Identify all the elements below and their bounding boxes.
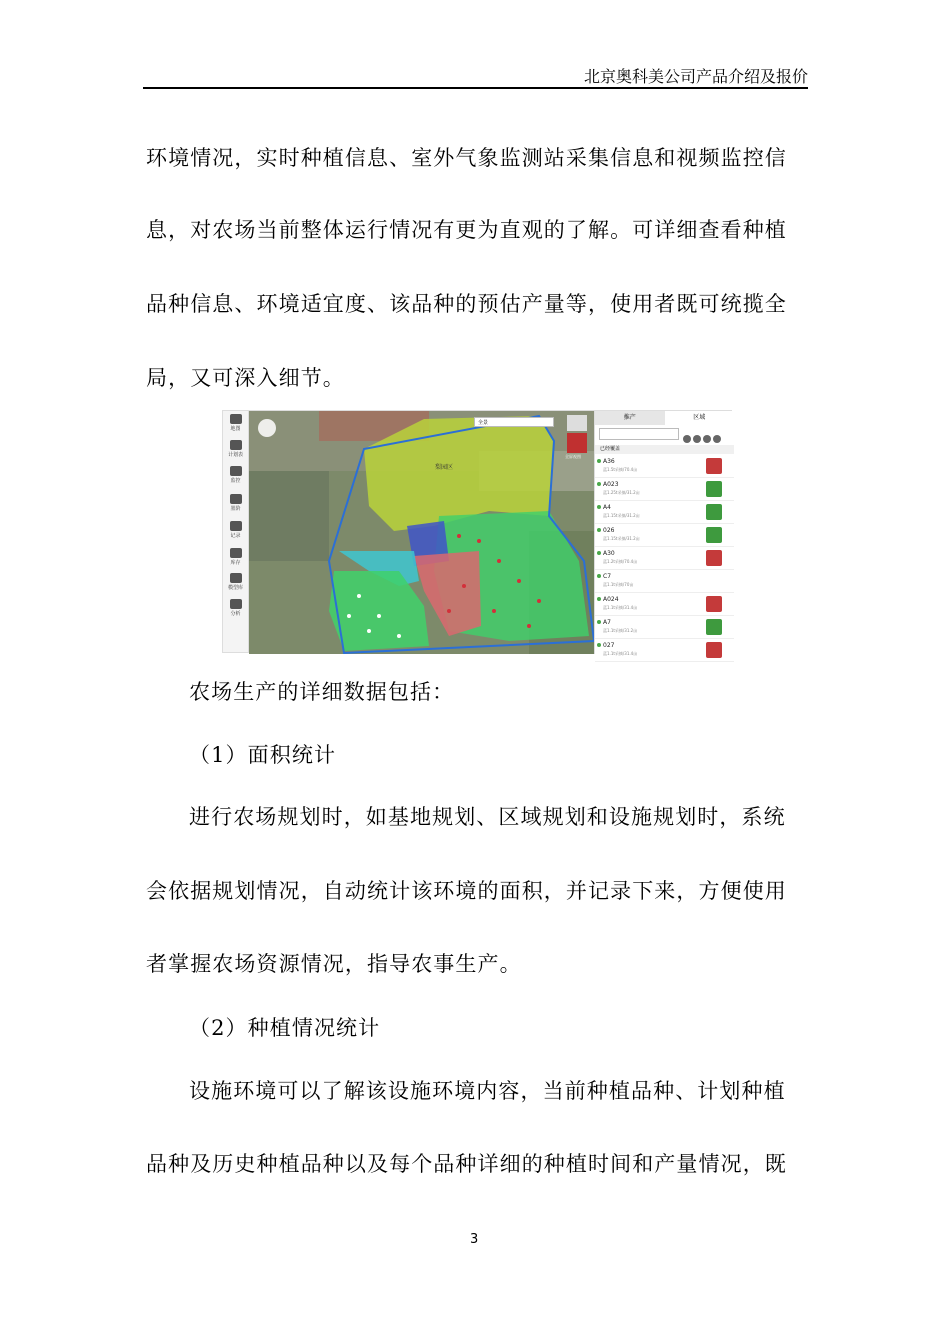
page-number: 3 (470, 1232, 479, 1247)
sidebar-item-plan: 计划表 (223, 440, 248, 458)
sidebar-item-ink: 墨阶 (223, 494, 248, 512)
panel-section-header: 已经覆盖 (595, 445, 734, 454)
list-item: 027 蓝1.1t采摘/31.4亩 (595, 639, 734, 662)
calendar-icon (230, 440, 242, 450)
paragraph-line: 局，又可深入细节。 (146, 366, 345, 390)
satellite-map (249, 411, 594, 654)
layers-icon (703, 435, 711, 443)
stock-icon (230, 548, 242, 558)
farm-map-screenshot (222, 410, 732, 656)
sidebar-item-analysis: 分析 (223, 599, 248, 617)
panel-tab: 区域 (665, 411, 735, 425)
paragraph-line: 品种及历史种植品种以及每个品种详细的种植时间和产量情况，既 (146, 1152, 787, 1176)
crop-thumbnail (706, 596, 722, 612)
list-item: C7 蓝1.1t采摘/70亩 (595, 570, 734, 593)
grid-icon (230, 494, 242, 504)
crop-thumbnail (706, 550, 722, 566)
screenshot-panel (594, 411, 734, 654)
sidebar-item-record: 记录 (223, 521, 248, 539)
camera-icon (230, 466, 242, 476)
screenshot-sidebar (223, 411, 249, 652)
list-item: A7 蓝1.1t采摘/31.2亩 (595, 616, 734, 639)
paragraph-line: 息，对农场当前整体运行情况有更为直观的了解。可详细查看种植 (146, 218, 787, 242)
header-divider (143, 87, 808, 89)
section-heading-1: （1）面积统计 (189, 743, 337, 767)
list-item: A4 蓝1.15t采摘/31.2亩 (595, 501, 734, 524)
sidebar-item-stock: 库存 (223, 548, 248, 566)
section-heading-2: （2）种植情况统计 (189, 1016, 381, 1040)
list-item: 026 蓝1.15t采摘/31.2亩 (595, 524, 734, 547)
paragraph-line: 进行农场规划时，如基地规划、区域规划和设施规划时，系统 (189, 805, 786, 829)
chart-icon (230, 599, 242, 609)
list-item: A024 蓝1.1t采摘/31.4亩 (595, 593, 734, 616)
clock-icon (713, 435, 721, 443)
list-item: A023 蓝1.25t采摘/31.2亩 (595, 478, 734, 501)
crop-thumbnail (706, 619, 722, 635)
fullscreen-button-label: 全屏视图 (565, 454, 581, 459)
list-item: A30 蓝1.2t采摘/70.4亩 (595, 547, 734, 570)
crop-thumbnail (706, 527, 722, 543)
paragraph-line: 设施环境可以了解该设施环境内容，当前种植品种、计划种植 (189, 1079, 786, 1103)
panel-tabs (595, 411, 734, 425)
panel-search-input (599, 428, 679, 440)
list-item: A36 蓝1.5t采摘/70.4亩 (595, 455, 734, 478)
paragraph-line: 品种信息、环境适宜度、该品种的预估产量等，使用者既可统揽全 (146, 292, 787, 316)
paragraph-2: 农场生产的详细数据包括： (189, 680, 455, 704)
crop-thumbnail (706, 458, 722, 474)
record-icon (230, 521, 242, 531)
paragraph-line: 者掌握农场资源情况，指导农事生产。 (146, 952, 522, 976)
home-icon (683, 435, 691, 443)
zone-label: 梨园区 (435, 464, 454, 471)
crop-thumbnail (706, 642, 722, 658)
map-icon (230, 414, 242, 424)
panel-list (595, 455, 734, 662)
paragraph-line: 环境情况，实时种植信息、室外气象监测站采集信息和视频监控信 (146, 146, 787, 170)
sidebar-item-map: 地图 (223, 414, 248, 432)
sidebar-item-monitor: 监控 (223, 466, 248, 484)
crop-thumbnail (706, 504, 722, 520)
crop-thumbnail (706, 481, 722, 497)
map-view-dropdown: 全景 (474, 417, 554, 427)
model-icon (230, 573, 242, 583)
tag-icon (693, 435, 701, 443)
paragraph-line: 会依据规划情况，自动统计该环境的面积，并记录下来，方便使用 (146, 879, 787, 903)
panel-tab: 推产 (595, 411, 665, 425)
sidebar-item-model: 模型库 (223, 573, 248, 591)
header-title: 北京奥科美公司产品介绍及报价 (583, 67, 808, 86)
